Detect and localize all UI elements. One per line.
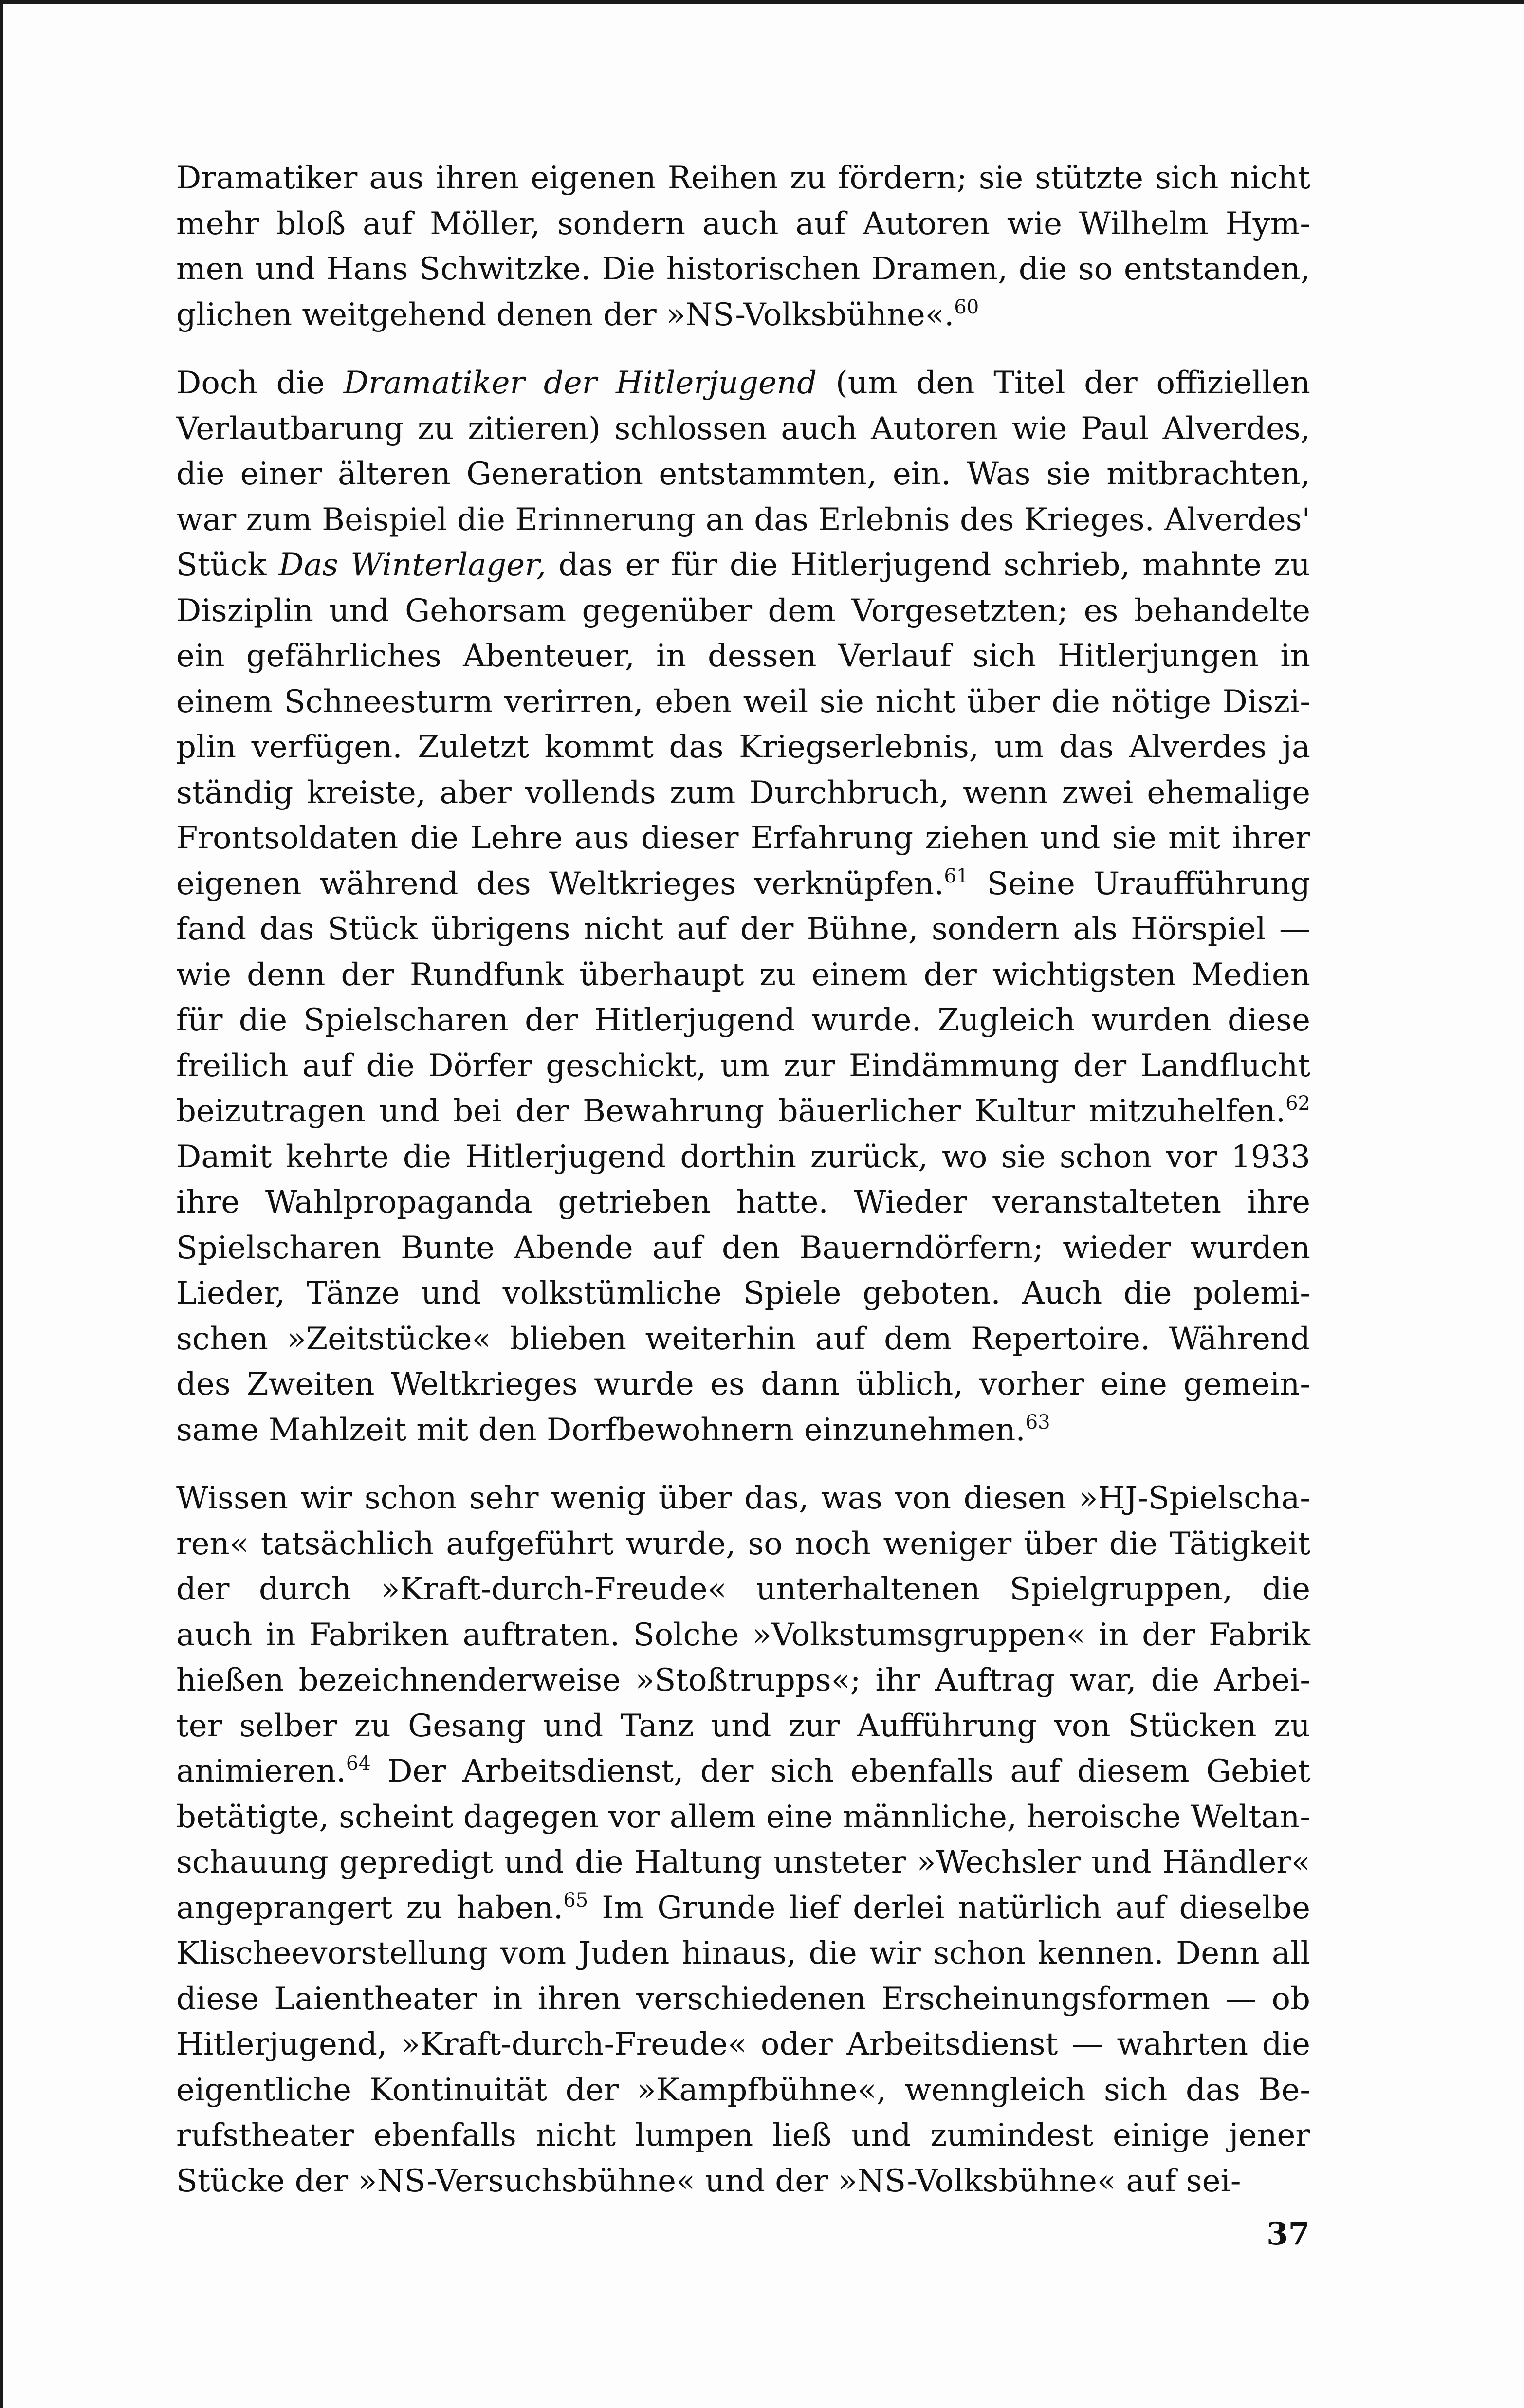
text-segment: die einer älteren Generation entstammten, ein. Was sie mitbrachten, [176,456,1310,492]
text-line [176,452,1310,497]
text-segment: mehr bloß auf Möller, sondern auch auf Autoren wie Wilhelm Hym- [176,205,1310,242]
text-line [176,725,1310,771]
text-line [176,1226,1310,1271]
italic-title: Dramatiker der Hitlerjugend [343,365,817,401]
text-line [176,588,1310,634]
footnote-marker: 64 [346,1752,371,1775]
text-line [176,1089,1310,1135]
text-segment: men und Hans Schwitzke. Die historischen Dramen, die so entstanden, [176,251,1310,287]
text-line [176,1180,1310,1226]
text-segment: einem Schneesturm verirren, eben weil sie nicht über die nötige Diszi- [176,683,1310,720]
text-segment: fand das Stück übrigens nicht auf der Bühne, sondern als Hörspiel — [176,911,1310,947]
text-segment: ihre Wahlpropaganda getrieben hatte. Wieder veranstalteten ihre [176,1184,1310,1220]
scan-edge-left [0,0,3,2408]
text-segment: Lieder, Tänze und volkstümliche Spiele geboten. Auch die polemi- [176,1275,1310,1311]
text-line [176,1317,1310,1362]
text-line [176,247,1310,293]
text-segment: Stücke der »NS-Versuchsbühne« und der »NS-Volksbühne« auf sei- [176,2163,1241,2199]
text-line [176,1795,1310,1840]
text-segment: angeprangert zu haben. [176,1890,564,1926]
text-line [176,1840,1310,1886]
text-segment: diese Laientheater in ihren verschiedenen Erscheinungsformen — ob [176,1981,1310,2017]
text-segment: Dramatiker aus ihren eigenen Reihen zu fördern; sie stützte sich nicht [176,160,1310,196]
text-segment: betätigte, scheint dagegen vor allem eine männliche, heroische Weltan- [176,1799,1310,1835]
text-segment: beizutragen und bei der Bewahrung bäuerlicher Kultur mitzuhelfen. [176,1093,1286,1129]
text-line [176,543,1310,588]
text-line [176,1135,1310,1180]
text-segment: das er für die Hitlerjugend schrieb, mahnte zu [546,547,1311,583]
text-line [176,293,1310,338]
text-segment: auch in Fabriken auftraten. Solche »Volkstumsgruppen« in der Fabrik [176,1617,1310,1653]
text-line [176,2068,1310,2114]
text-line [176,2159,1310,2205]
text-segment: für die Spielscharen der Hitlerjugend wurde. Zugleich wurden diese [176,1002,1310,1038]
text-line [176,1567,1310,1613]
text-line [176,1476,1310,1522]
text-segment: animieren. [176,1753,346,1789]
body-text [176,156,1310,2204]
paragraph [176,156,1310,338]
text-segment: rufstheater ebenfalls nicht lumpen ließ und zumindest einige jener [176,2117,1310,2153]
text-line [176,907,1310,953]
text-segment: Im Grunde lief derlei natürlich auf dieselbe [588,1890,1311,1926]
text-segment: der durch »Kraft-durch-Freude« unterhaltenen Spielgruppen, die [176,1571,1310,1607]
text-segment: (um den Titel der offiziellen [817,365,1311,401]
text-line [176,1977,1310,2022]
paragraph [176,1476,1310,2204]
text-line [176,771,1310,816]
text-segment: ein gefährliches Abenteuer, in dessen Verlauf sich Hitlerjungen in [176,638,1310,674]
text-segment: Stück [176,547,279,583]
text-line [176,406,1310,452]
footnote-marker: 62 [1285,1092,1310,1115]
text-segment: Klischeevorstellung vom Juden hinaus, die wir schon kennen. Denn all [176,1935,1310,1971]
text-segment: Disziplin und Gehorsam gegenüber dem Vorgesetzten; es behandelte [176,592,1310,629]
text-segment: schauung gepredigt und die Haltung unsteter »Wechsler und Händler« [176,1844,1310,1880]
text-segment: Wissen wir schon sehr wenig über das, was von diesen »HJ-Spielscha- [176,1480,1310,1516]
footnote-marker: 60 [954,295,979,318]
scan-edge-top [0,0,1524,4]
text-line [176,680,1310,725]
text-segment: Seine Uraufführung [969,865,1311,902]
text-segment: schen »Zeitstücke« blieben weiterhin auf dem Repertoire. Während [176,1321,1310,1357]
text-line [176,1522,1310,1567]
text-segment: freilich auf die Dörfer geschickt, um zur Eindämmung der Landflucht [176,1048,1310,1084]
text-line [176,1658,1310,1704]
text-segment: Frontsoldaten die Lehre aus dieser Erfahrung ziehen und sie mit ihrer [176,820,1310,856]
text-segment: Spielscharen Bunte Abende auf den Bauerndörfern; wieder wurden [176,1230,1310,1266]
text-segment: eigentliche Kontinuität der »Kampfbühne«, wenngleich sich das Be- [176,2072,1310,2108]
text-segment: des Zweiten Weltkrieges wurde es dann üblich, vorher eine gemein- [176,1366,1310,1402]
text-segment: Hitlerjugend, »Kraft-durch-Freude« oder Arbeitsdienst — wahrten die [176,2026,1310,2062]
italic-title: Das Winterlager, [278,547,547,583]
text-line [176,862,1310,907]
text-line [176,1044,1310,1089]
text-line [176,816,1310,862]
text-segment: Doch die [176,365,344,401]
text-segment: ren« tatsächlich aufgeführt wurde, so noch weniger über die Tätigkeit [176,1526,1310,1562]
footnote-marker: 65 [563,1889,588,1912]
text-line [176,634,1310,680]
text-line [176,1704,1310,1749]
text-segment: Der Arbeitsdienst, der sich ebenfalls auf diesem Gebiet [370,1753,1310,1789]
text-line [176,202,1310,247]
text-segment: ständig kreiste, aber vollends zum Durchbruch, wenn zwei ehemalige [176,774,1310,811]
text-line [176,953,1310,998]
text-segment: ter selber zu Gesang und Tanz und zur Aufführung von Stücken zu [176,1708,1310,1744]
text-line [176,1886,1310,1931]
text-line [176,156,1310,202]
paragraph [176,361,1310,1453]
text-line [176,998,1310,1044]
text-line [176,2113,1310,2159]
text-line [176,1931,1310,1977]
text-segment: same Mahlzeit mit den Dorfbewohnern einzunehmen. [176,1412,1026,1448]
text-line [176,1749,1310,1795]
text-line [176,361,1310,406]
text-line [176,497,1310,543]
text-line [176,2022,1310,2068]
text-segment: plin verfügen. Zuletzt kommt das Kriegserlebnis, um das Alverdes ja [176,729,1310,765]
footnote-marker: 61 [944,864,969,887]
text-line [176,1362,1310,1408]
text-segment: wie denn der Rundfunk überhaupt zu einem der wichtigsten Medien [176,956,1310,993]
text-segment: Verlautbarung zu zitieren) schlossen auch Autoren wie Paul Alverdes, [176,410,1310,447]
page-number: 37 [1266,2216,1310,2252]
text-segment: war zum Beispiel die Erinnerung an das Erlebnis des Krieges. Alverdes' [176,501,1310,538]
text-segment: Damit kehrte die Hitlerjugend dorthin zurück, wo sie schon vor 1933 [176,1139,1310,1175]
text-segment: eigenen während des Weltkrieges verknüpfen. [176,865,944,902]
text-line [176,1271,1310,1317]
text-line [176,1408,1310,1453]
text-segment: hießen bezeichnenderweise »Stoßtrupps«; ihr Auftrag war, die Arbei- [176,1662,1310,1698]
text-line [176,1613,1310,1658]
footnote-marker: 63 [1025,1411,1050,1434]
text-segment: glichen weitgehend denen der »NS-Volksbühne«. [176,296,955,333]
